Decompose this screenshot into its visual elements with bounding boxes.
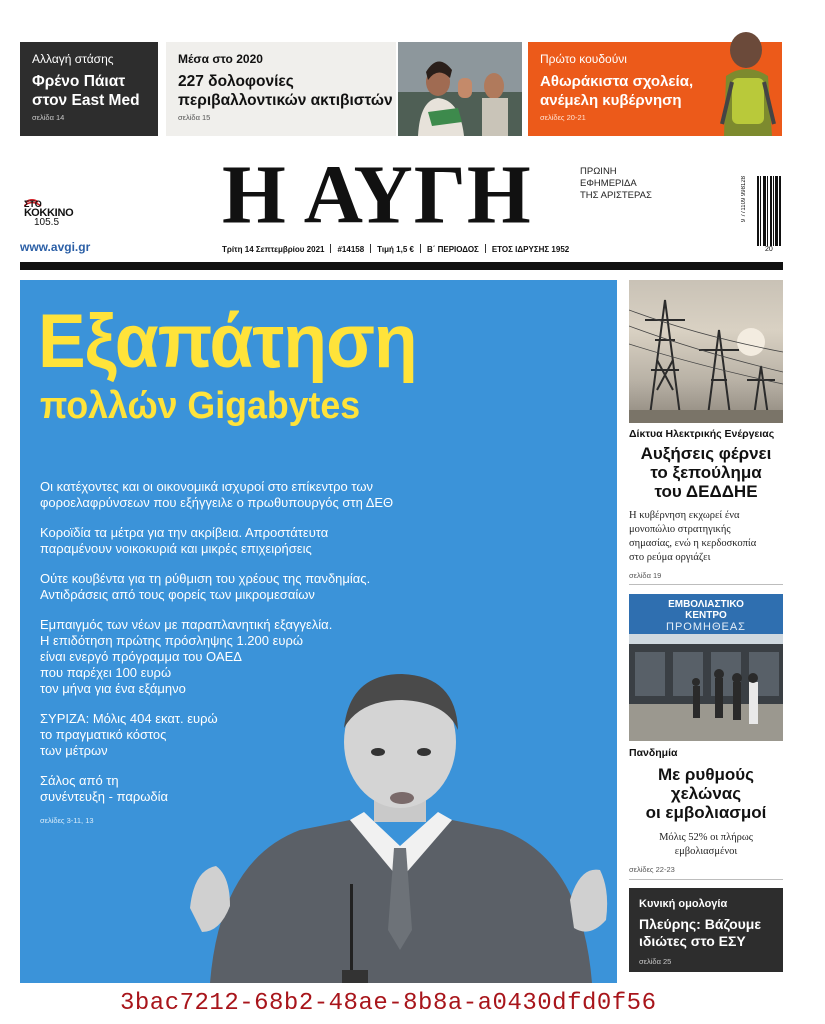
power-pylons-illustration bbox=[629, 280, 783, 423]
activist-illustration bbox=[398, 42, 522, 136]
side-story-headline bbox=[639, 916, 761, 950]
promo-east-med[interactable] bbox=[20, 42, 158, 136]
sto-kokkino-radio-logo[interactable] bbox=[24, 196, 104, 230]
side-story-pages: σελίδα 19 bbox=[629, 571, 662, 580]
summary-line: σημασίας, ενώ η κερδοσκοπία bbox=[629, 538, 757, 549]
newspaper-title: Η ΑΥΓΗ bbox=[222, 148, 532, 241]
vaccination-sign-middle: ΚΕΝΤΡΟ bbox=[685, 610, 727, 621]
promo-headline-line: Φρένο Πάιατ bbox=[32, 73, 126, 90]
summary-line: Η κυβέρνηση εκχωρεί ένα bbox=[629, 510, 740, 521]
barcode-number: 9 771109 998128 bbox=[741, 176, 747, 223]
main-story-pages: σελίδες 3-11, 13 bbox=[40, 816, 94, 825]
side-story-kicker: Πανδημία bbox=[629, 747, 678, 759]
vaccination-sign-top: ΕΜΒΟΛΙΑΣΤΙΚΟ bbox=[668, 599, 744, 610]
promo-pages: σελίδες 20-21 bbox=[540, 113, 586, 122]
activist-protest-photo bbox=[398, 42, 522, 136]
promo-headline bbox=[32, 72, 140, 110]
document-id-code: 3bac7212-68b2-48ae-8b8a-a0430dfd0f56 bbox=[120, 990, 657, 1017]
side-story-summary bbox=[629, 509, 783, 565]
headline-line: του ΔΕΔΔΗΕ bbox=[654, 482, 758, 501]
side-story-headline[interactable] bbox=[629, 444, 783, 501]
headline-line: το ξεπούλημα bbox=[650, 463, 762, 482]
headline-line: Με ρυθμούς bbox=[657, 765, 755, 784]
promo-headline-line: ανέμελη κυβέρνηση bbox=[540, 92, 682, 109]
promo-headline-line: Αθωράκιστα σχολεία, bbox=[540, 73, 694, 90]
radio-logo-frequency: 105.5 bbox=[34, 217, 60, 228]
tagline-line: ΠΡΩΙΝΗ bbox=[580, 166, 617, 177]
side-story-pages: σελίδα 25 bbox=[639, 957, 672, 966]
bullet-line: των μέτρων bbox=[40, 743, 108, 758]
side-story-pages: σελίδες 22-23 bbox=[629, 865, 675, 874]
bullet-line: Αντιδράσεις από τους φορείς των μικρομεσαίων bbox=[40, 587, 315, 602]
issue-price: Τιμή 1,5 € bbox=[377, 245, 414, 254]
side-story-esy[interactable] bbox=[629, 888, 783, 972]
promo-kicker: Πρώτο κουδούνι bbox=[540, 52, 627, 66]
promo-headline bbox=[178, 72, 393, 110]
headline-line: Πλεύρης: Βάζουμε bbox=[639, 916, 762, 932]
story-bullet bbox=[40, 711, 470, 759]
story-bullet bbox=[40, 773, 470, 805]
bullet-line: το πραγματικό κόστος bbox=[40, 727, 167, 742]
summary-line: Μόλις 52% οι πλήρως bbox=[659, 832, 753, 843]
bullet-line: παραμένουν νοικοκυριά και μικρές επιχειρήσεις bbox=[40, 541, 312, 556]
promo-schools[interactable] bbox=[528, 42, 782, 136]
promo-headline-line: περιβαλλοντικών ακτιβιστών bbox=[178, 92, 393, 109]
schoolchild-illustration bbox=[706, 24, 782, 136]
issue-founded: ΕΤΟΣ ΙΔΡΥΣΗΣ 1952 bbox=[491, 245, 570, 254]
newspaper-tagline bbox=[580, 166, 652, 202]
website-link[interactable]: www.avgi.gr bbox=[20, 240, 91, 254]
radio-logo-top: ΣΤΟ bbox=[24, 199, 42, 209]
side-story-kicker: Δίκτυα Ηλεκτρικής Ενέργειας bbox=[629, 428, 775, 440]
side-divider bbox=[629, 584, 783, 585]
promo-activists[interactable] bbox=[166, 42, 396, 136]
main-headline: Εξαπάτηση bbox=[38, 299, 417, 384]
issue-info bbox=[222, 244, 569, 254]
bullet-line: Ούτε κουβέντα για τη ρύθμιση του χρέους της πανδημίας. bbox=[40, 571, 371, 586]
side-story-kicker: Κυνική ομολογία bbox=[639, 898, 728, 910]
story-bullet bbox=[40, 479, 470, 511]
bullet-line: Η επιδότηση πρώτης πρόσληψης 1.200 ευρώ bbox=[40, 633, 304, 648]
bullet-line: φοροελαφρύνσεων που εξήγγειλε ο πρωθυπουργός στη ΔΕΘ bbox=[40, 495, 394, 510]
main-subheadline: πολλών Gigabytes bbox=[40, 385, 361, 427]
bullet-line: τον μήνα για ένα εξάμηνο bbox=[40, 681, 186, 696]
promo-pages: σελίδα 15 bbox=[178, 113, 211, 122]
summary-line: στο ρεύμα οργιάζει bbox=[629, 552, 711, 563]
bullet-line: είναι ενεργό πρόγραμμα του ΟΑΕΔ bbox=[40, 649, 242, 664]
side-divider bbox=[629, 879, 783, 880]
story-bullet bbox=[40, 525, 470, 557]
promo-kicker: Μέσα στο 2020 bbox=[178, 52, 263, 66]
promo-headline bbox=[540, 72, 693, 110]
issue-date: Τρίτη 14 Σεπτεμβρίου 2021 bbox=[222, 245, 325, 254]
bullet-line: συνέντευξη - παρωδία bbox=[40, 789, 169, 804]
vaccination-center-photo[interactable] bbox=[629, 594, 783, 741]
tagline-line: ΤΗΣ ΑΡΙΣΤΕΡΑΣ bbox=[580, 190, 652, 201]
summary-line: εμβολιασμένοι bbox=[674, 846, 738, 857]
story-bullet bbox=[40, 571, 470, 603]
summary-line: μονοπώλιο στρατηγικής bbox=[629, 524, 731, 535]
headline-line: Αυξήσεις φέρνει bbox=[640, 444, 772, 463]
tagline-line: ΕΦΗΜΕΡΙΔΑ bbox=[580, 178, 637, 189]
promo-kicker: Αλλαγή στάσης bbox=[32, 52, 114, 66]
bullet-line: Σάλος από τη bbox=[40, 773, 119, 788]
bullet-line: Οι κατέχοντες και οι οικονομικά ισχυροί στο επίκεντρο των bbox=[40, 479, 373, 494]
promo-headline-line: στον East Med bbox=[32, 92, 140, 109]
promo-pages: σελίδα 14 bbox=[32, 113, 65, 122]
barcode-code: 20 bbox=[765, 246, 773, 253]
side-story-summary bbox=[629, 831, 783, 859]
main-cover-story[interactable] bbox=[20, 280, 617, 983]
issue-period: Β΄ ΠΕΡΙΟΔΟΣ bbox=[426, 245, 479, 254]
promo-headline-line: 227 δολοφονίες bbox=[178, 73, 294, 90]
barcode bbox=[743, 172, 783, 260]
bullet-line: που παρέχει 100 ευρώ bbox=[40, 665, 172, 680]
bullet-line: Εμπαιγμός των νέων με παραπλανητική εξαγγελία. bbox=[40, 617, 333, 632]
vaccination-sign-bottom: ΠΡΟΜΗΘΕΑΣ bbox=[666, 621, 746, 633]
masthead-divider bbox=[20, 262, 783, 270]
bullet-line: Κοροϊδία τα μέτρα για την ακρίβεια. Απροστάτευτα bbox=[40, 525, 329, 540]
headline-line: χελώνας bbox=[670, 784, 742, 803]
headline-line: οι εμβολιασμοί bbox=[645, 803, 767, 822]
power-lines-photo[interactable] bbox=[629, 280, 783, 423]
issue-number: #14158 bbox=[337, 245, 365, 254]
radio-logo-name: ΚΟΚΚΙΝΟ bbox=[24, 207, 74, 219]
side-story-headline[interactable] bbox=[629, 765, 783, 822]
story-bullet bbox=[40, 617, 470, 697]
bullet-line: ΣΥΡΙΖΑ: Μόλις 404 εκατ. ευρώ bbox=[40, 711, 218, 726]
headline-line: ιδιώτες στο ΕΣΥ bbox=[639, 933, 746, 949]
